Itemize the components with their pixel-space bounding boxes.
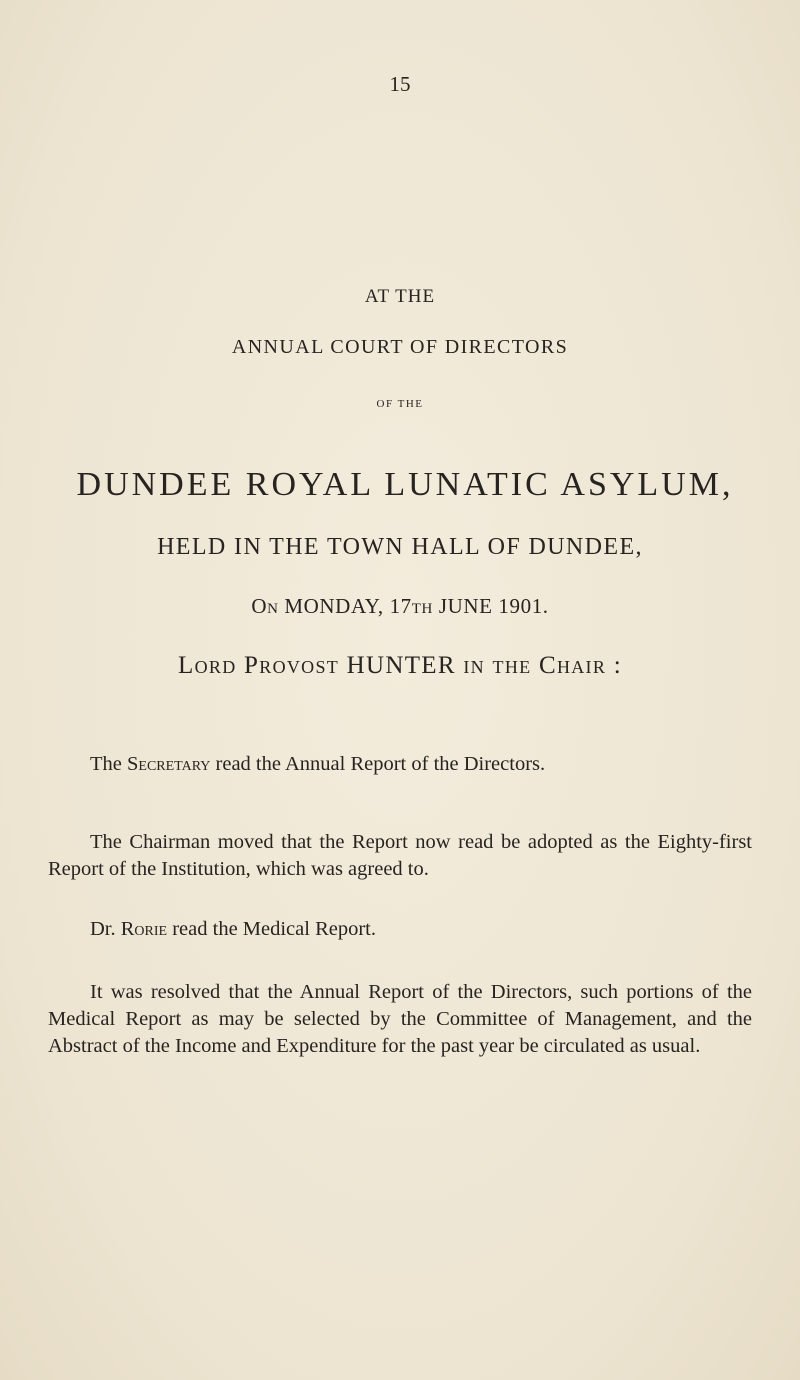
meeting-date-prefix: On (251, 594, 279, 618)
secretary-name: Secretary (127, 752, 211, 775)
chair-name: HUNTER (346, 652, 456, 679)
paragraph-secretary-pre: The (90, 752, 127, 775)
heading-of-the: OF THE (376, 398, 424, 410)
heading-held-in: HELD IN THE TOWN HALL OF DUNDEE, (157, 534, 643, 560)
paragraph-medical-post: read the Medical Report. (167, 917, 376, 940)
paragraph-medical-pre: Dr. (90, 917, 121, 940)
doctor-name: Rorie (120, 917, 168, 940)
heading-annual-court: ANNUAL COURT OF DIRECTORS (231, 336, 569, 358)
meeting-date-day: MONDAY, (284, 594, 384, 618)
meeting-date (0, 594, 800, 619)
heading-at-the: AT THE (364, 286, 436, 307)
chair-line (0, 652, 800, 680)
chair-prefix: Lord Provost (178, 652, 340, 679)
meeting-date-rest: JUNE 1901. (438, 594, 549, 618)
paragraph-secretary (48, 751, 752, 778)
heading-asylum-name: DUNDEE ROYAL LUNATIC ASYLUM, (76, 466, 734, 503)
meeting-date-day-num: 17th (389, 594, 433, 618)
paragraph-medical-report (48, 916, 752, 943)
page-number: 15 (389, 72, 411, 96)
paragraph-resolution: It was resolved that the Annual Report of the Directors, such portions of the Medical Report as may be selected by the Committee of Management, and the Abstract of the Income and Expenditure for the past year be circulated as usual. (48, 980, 752, 1057)
paragraph-chairman-motion: The Chairman moved that the Report now read be adopted as the Eighty-first Report of the Institution, which was agreed to. (48, 830, 752, 880)
chair-suffix: in the Chair : (463, 652, 622, 679)
paragraph-secretary-post: read the Annual Report of the Directors. (210, 752, 546, 775)
